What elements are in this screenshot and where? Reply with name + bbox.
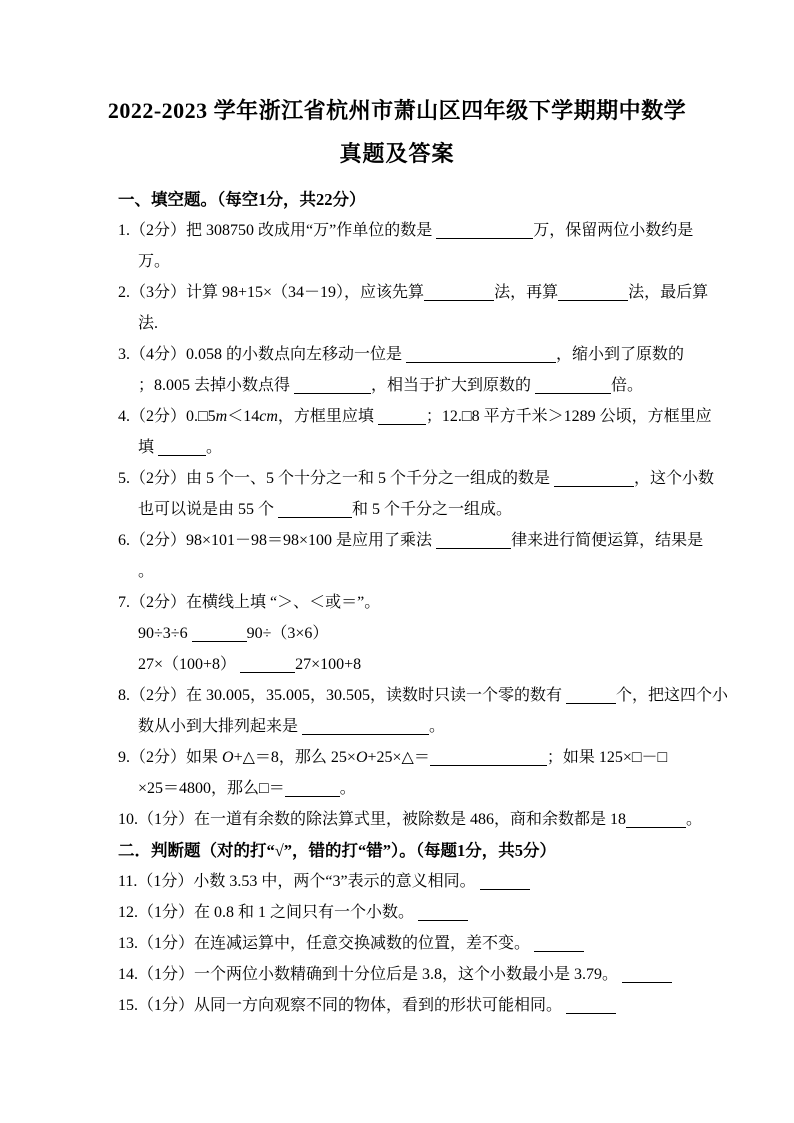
text-run: 法，最后算 <box>628 284 709 301</box>
text-run: 万。 <box>138 253 171 270</box>
q11-line1 <box>118 866 714 897</box>
text-run: 一、填空题。（每空1分，共22分） <box>118 190 366 209</box>
answer-blank <box>566 687 616 704</box>
text-run: ，这个小数 <box>634 470 715 487</box>
text-run: +25×△＝ <box>367 749 430 766</box>
text-run: ，方框里应填 <box>277 408 378 425</box>
q5-line1 <box>118 463 714 494</box>
q9-line1 <box>118 742 714 773</box>
text-run: 7.（2分）在横线上填 “＞、＜或＝”。 <box>118 594 381 611</box>
text-run: 2.（3分）计算 98+15×（34－19），应该先算 <box>118 284 425 301</box>
answer-blank <box>240 656 295 673</box>
text-run: O <box>355 749 368 766</box>
q7-line1 <box>118 587 714 618</box>
text-run: 法. <box>138 315 159 332</box>
text-run: 27×（100+8） <box>138 656 241 673</box>
answer-blank <box>278 501 352 518</box>
text-run: 律来进行简便运算，结果是 <box>511 532 704 549</box>
answer-blank <box>406 346 556 363</box>
text-run: 15.（1分）从同一方向观察不同的物体，看到的形状可能相同。 <box>118 997 567 1014</box>
answer-blank <box>192 625 247 642</box>
text-run: ×25＝4800，那么□＝ <box>138 780 285 797</box>
document-body <box>0 184 794 1021</box>
q6-line1 <box>118 525 714 556</box>
answer-blank <box>480 873 530 890</box>
q14-line1 <box>118 959 714 990</box>
text-run: 。 <box>686 811 703 828</box>
text-run: 填 <box>138 439 159 456</box>
text-run: cm <box>259 408 278 425</box>
q1-line2 <box>118 246 714 277</box>
answer-blank <box>622 966 672 983</box>
text-run: 27×100+8 <box>295 656 362 673</box>
answer-blank <box>158 439 206 456</box>
text-run: 4.（2分）0.□5 <box>118 408 216 425</box>
q12-line1 <box>118 897 714 928</box>
text-run: 。 <box>429 718 446 735</box>
document-title-line2: 真题及答案 <box>339 141 455 166</box>
q4-line2 <box>118 432 714 463</box>
answer-blank <box>285 780 340 797</box>
text-run: ，相当于扩大到原数的 <box>371 377 536 394</box>
text-run: 。 <box>339 780 356 797</box>
text-run: 二．判断题（对的打“√”，错的打“错”）。（每题1分，共5分） <box>118 841 557 860</box>
q2-line1 <box>118 277 714 308</box>
answer-blank <box>430 749 547 766</box>
text-run: 8.（2分）在 30.005，35.005，30.505，读数时只读一个零的数有 <box>118 687 567 704</box>
text-run: 。 <box>138 563 155 580</box>
text-run: 9.（2分）如果 <box>118 749 223 766</box>
answer-blank <box>378 408 426 425</box>
document-title-line1: 2022-2023 学年浙江省杭州市萧山区四年级下学期期中数学 <box>107 98 687 123</box>
text-run: 倍。 <box>611 377 644 394</box>
q3-line2 <box>118 370 714 401</box>
text-run: 万，保留两位小数约是 <box>533 222 694 239</box>
q1-line1 <box>118 215 714 246</box>
q13-line1 <box>118 928 714 959</box>
answer-blank <box>436 532 511 549</box>
text-run: 数从小到大排列起来是 <box>138 718 303 735</box>
text-run: 10.（1分）在一道有余数的除法算式里，被除数是 486，商和余数都是 18 <box>118 811 627 828</box>
q8-line1 <box>118 680 729 711</box>
answer-blank <box>294 377 371 394</box>
text-run: 12.（1分）在 0.8 和 1 之间只有一个小数。 <box>118 904 419 921</box>
answer-blank <box>558 284 628 301</box>
text-run: 和 5 个千分之一组成。 <box>352 501 513 518</box>
text-run: 3.（4分）0.058 的小数点向左移动一位是 <box>118 346 407 363</box>
text-run: ；8.005 去掉小数点得 <box>138 377 295 394</box>
q10-line1 <box>118 804 714 835</box>
text-run: O <box>222 749 234 766</box>
q15-line1 <box>118 990 714 1021</box>
text-run: 。 <box>206 439 223 456</box>
section-1-heading <box>118 184 714 215</box>
text-run: ；12.□8 平方千米＞1289 公顷，方框里应 <box>425 408 712 425</box>
text-run: 个，把这四个小 <box>616 687 729 704</box>
section-2-heading <box>118 835 714 866</box>
text-run: +△＝8，那么 25× <box>233 749 356 766</box>
q7-line3 <box>118 649 714 680</box>
answer-blank <box>436 222 533 239</box>
answer-blank <box>626 811 686 828</box>
answer-blank <box>566 997 616 1014</box>
text-run: 11.（1分）小数 3.53 中，两个“3”表示的意义相同。 <box>118 873 480 890</box>
text-run: ；如果 125×□－□ <box>546 749 668 766</box>
answer-blank <box>535 377 611 394</box>
answer-blank <box>534 935 584 952</box>
text-run: 也可以说是由 55 个 <box>138 501 279 518</box>
text-run: 90÷3÷6 <box>138 625 192 642</box>
answer-blank <box>424 284 494 301</box>
text-run: ，缩小到了原数的 <box>556 346 685 363</box>
text-run: m <box>215 408 228 425</box>
text-run: 法，再算 <box>494 284 559 301</box>
answer-blank <box>554 470 634 487</box>
text-run: 1.（2分）把 308750 改成用“万”作单位的数是 <box>118 222 437 239</box>
q6-line2 <box>118 556 714 587</box>
text-run: 6.（2分）98×101－98＝98×100 是应用了乘法 <box>118 532 437 549</box>
answer-blank <box>418 904 468 921</box>
text-run: 90÷（3×6） <box>246 625 329 642</box>
q3-line1 <box>118 339 714 370</box>
text-run: 14.（1分）一个两位小数精确到十分位后是 3.8，这个小数最小是 3.79。 <box>118 966 623 983</box>
q8-line2 <box>118 711 714 742</box>
q9-line2 <box>118 773 714 804</box>
document-title <box>0 0 794 170</box>
answer-blank <box>302 718 429 735</box>
q5-line2 <box>118 494 714 525</box>
text-run: ＜14 <box>227 408 260 425</box>
q4-line1 <box>118 401 714 432</box>
text-run: 5.（2分）由 5 个一、5 个十分之一和 5 个千分之一组成的数是 <box>118 470 555 487</box>
q2-line2 <box>118 308 714 339</box>
text-run: 13.（1分）在连减运算中，任意交换减数的位置，差不变。 <box>118 935 535 952</box>
q7-line2 <box>118 618 714 649</box>
